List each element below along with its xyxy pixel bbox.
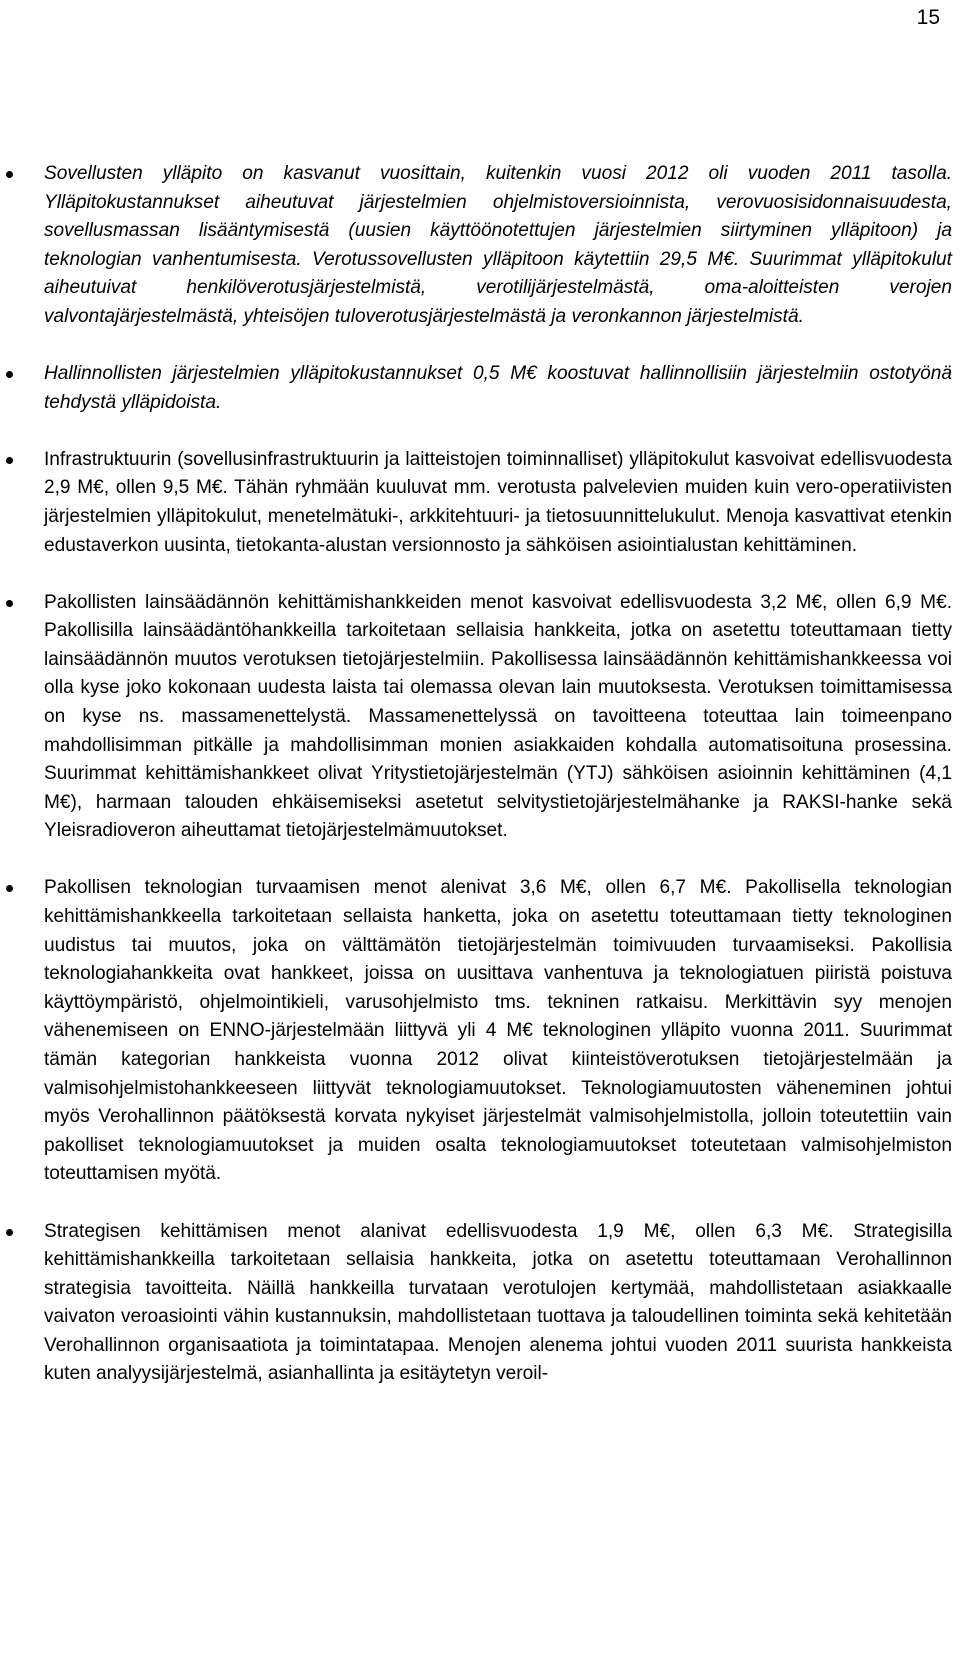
bullet-text: Strategisen kehittämisen menot alanivat edellisvuodesta 1,9 M€, ollen 6,3 M€. Strategisilla kehittämishankkeilla tarkoitetaan sellaisia hankkeita, jotka on asetettu toteuttamaan Verohallinnon strategisia tavoitteita. Näillä hankkeilla turvataan verotulojen kertymää, mahdollistetaan asiakkaalle vaivaton veroasiointi vähin kustannuksin, mahdollistetaan tuottava ja taloudellinen toiminta sekä kehitetään Verohallinnon organisaatiota ja toimintatapaa. Menojen alenema johtui vuoden 2011 suurista hankkeista kuten analyysijärjestelmä, asianhallinta ja esitäytetyn veroil-	[44, 1220, 952, 1385]
bullet-text: Sovellusten ylläpito on kasvanut vuosittain, kuitenkin vuosi 2012 oli vuoden 2011 tasolla. Ylläpitokustannukset aiheutuvat järjestelmien ohjelmistoversioinnista, verovuosisidonnaisuudesta, sovellusmassan lisääntymisestä (uusien käyttöönotettujen järjestelmien siirtyminen ylläpitoon) ja teknologian vanhentumisesta. Verotussovellusten ylläpitoon käytettiin 29,5 M€. Suurimmat ylläpitokulut aiheutuivat henkilöverotusjärjestelmistä, verotilijärjestelmästä, oma-aloitteisten verojen valvontajärjestelmästä, yhteisöjen tuloverotusjärjestelmästä ja veronkannon järjestelmistä.	[44, 163, 952, 327]
bullet-icon	[6, 457, 13, 464]
bullet-icon	[6, 600, 13, 607]
bullet-icon	[6, 885, 13, 892]
bullet-text: Hallinnollisten järjestelmien ylläpitokustannukset 0,5 M€ koostuvat hallinnollisiin järjestelmiin ostotyönä tehdystä ylläpidoista.	[44, 363, 952, 413]
bullet-text: Infrastruktuurin (sovellusinfrastruktuurin ja laitteistojen toiminnalliset) ylläpitokulut kasvoivat edellisvuodesta 2,9 M€, ollen 9,5 M€. Tähän ryhmään kuuluvat mm. verotusta palvelevien muiden kuin vero-operatiivisten järjestelmien ylläpitokulut, menetelmätuki-, arkkitehtuuri- ja tietosuunnittelukulut. Menoja kasvattivat etenkin edustaverkon uusinta, tietokanta-alustan versionnosto ja sähköisen asiointialustan kehittäminen.	[44, 448, 952, 556]
bullet-icon	[6, 371, 13, 378]
page-number: 15	[916, 6, 940, 29]
bullet-item-strategic-development	[0, 1218, 960, 1390]
bullet-text: Pakollisten lainsäädännön kehittämishankkeiden menot kasvoivat edellisvuodesta 3,2 M€, ollen 6,9 M€. Pakollisilla lainsäädäntöhankkeilla tarkoitetaan sellaisia hankkeita, jotka on asetettu toteuttamaan tietty lainsäädännön muutos verotuksen tietojärjestelmiin. Pakollisessa lainsäädännön kehittämishankkeessa voi olla kyse joko kokonaan uudesta laista tai olemassa olevan lain muutoksesta. Verotuksen toimittamisessa on kyse ns. massamenettelystä. Massamenettelyssä on tavoitteena toteuttaa lain toimeenpano mahdollisimman pitkälle ja mahdollisimman monien asiakkaiden kohdalla automatisoituna prosessina. Suurimmat kehittämishankkeet olivat Yritystietojärjestelmän (YTJ) sähköisen asioinnin kehittäminen (4,1 M€), harmaan talouden ehkäisemiseksi asetetut selvitystietojärjestelmähanke ja RAKSI-hanke sekä Yleisradioveron aiheuttamat tietojärjestelmämuutokset.	[44, 591, 952, 842]
bullet-text: Pakollisen teknologian turvaamisen menot alenivat 3,6 M€, ollen 6,7 M€. Pakollisella teknologian kehittämishankkeella tarkoitetaan sellaista hanketta, joka on asetettu toteuttamaan tietty teknologinen uudistus tai muutos, joka on välttämätön tietojärjestelmän toimivuuden turvaamiseksi. Pakollisia teknologiahankkeita ovat hankkeet, joissa on uusittava vanhentuva ja teknologiatuen piiristä poistuva käyttöympäristö, ohjelmointikieli, varusohjelmisto tms. tekninen ratkaisu. Merkittävin syy menojen vähenemiseen on ENNO-järjestelmään liittyvä yli 4 M€ teknologinen ylläpito vuonna 2011. Suurimmat tämän kategorian hankkeista vuonna 2012 olivat kiinteistöverotuksen tietojärjestelmään ja valmisohjelmistohankkeeseen liittyvät teknologiamuutokset. Teknologiamuutosten väheneminen johtui myös Verohallinnon päätöksestä korvata nykyiset järjestelmät valmisohjelmistolla, jolloin toteutettiin vain pakolliset teknologiamuutokset ja muiden osalta teknologiamuutokset toteutetaan valmisohjelmiston toteuttamisen myötä.	[44, 877, 952, 1185]
bullet-item-software-maintenance	[0, 160, 960, 332]
bullet-item-administrative-systems	[0, 360, 960, 417]
bullet-item-mandatory-legislation	[0, 589, 960, 846]
bullet-list	[0, 160, 960, 1418]
bullet-item-mandatory-technology	[0, 874, 960, 1189]
bullet-icon	[6, 171, 13, 178]
bullet-icon	[6, 1229, 13, 1236]
bullet-item-infrastructure	[0, 446, 960, 560]
